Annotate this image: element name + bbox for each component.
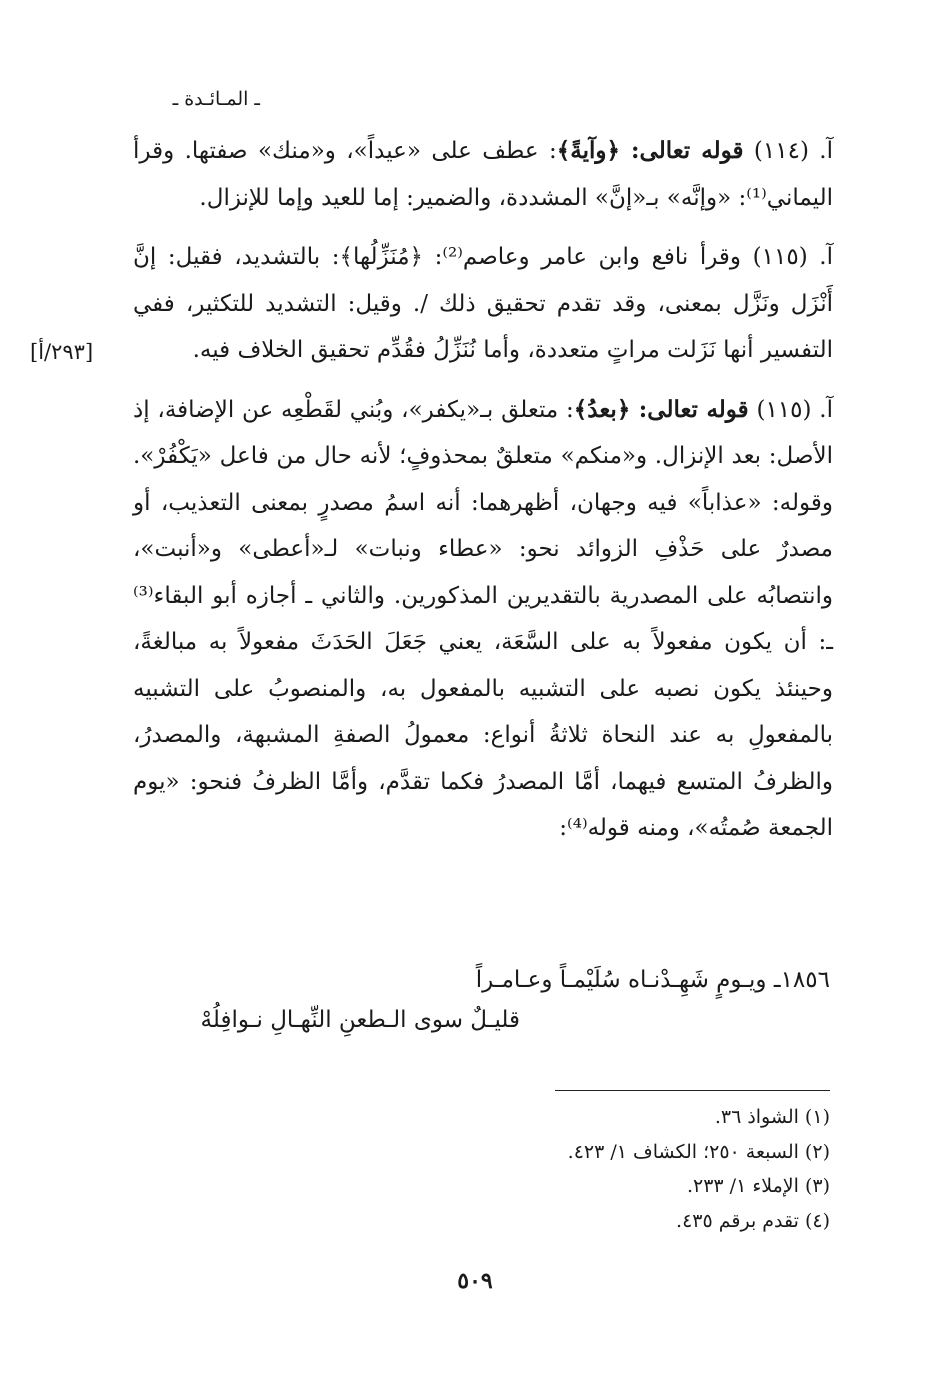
footnote-separator: [555, 1090, 830, 1091]
running-header: ـ المـائـدة ـ: [172, 88, 260, 110]
paragraph-115-bada: [133, 387, 833, 852]
page-number: ٥٠٩: [457, 1268, 493, 1294]
paragraph-115-reading: [133, 234, 833, 374]
paragraph-text: : متعلق بـ«يكفر»، وبُني لقَطْعِه عن الإضافة، إذ الأصل: بعد الإنزال. و«منكم» متعلقٌ بمحذوفٍ؛ لأنه حال من فاعل «يَكْفُرْ». وقوله: «عذاباً» فيه وجهان، أظهرهما: أنه اسمُ مصدرٍ بمعنى التعذيب، أو مصدرٌ على حَذْفِ الزوائد نحو: «عطاء ونبات» لـ«أعطى» و«أنبت»، وانتصابُه على المصدرية بالتقديرين المذكورين. والثاني ـ أجازه أبو البقاء⁽³⁾ ـ: أن يكون مفعولاً به على السَّعَة، يعني جَعَلَ الحَدَثَ مفعولاً به مبالغةً، وحينئذ يكون نصبه على التشبيه بالمفعول به، والمنصوبُ على التشبيه بالمفعولِ به عند النحاة ثلاثةُ أنواع: معمولُ الصفةِ المشبهة، والمصدرُ، والظرفُ المتسع فيهما، أمَّا المصدرُ فكما تقدَّم، وأمَّا الظرفُ فنحو: «يوم الجمعة صُمتُه»، ومنه قوله⁽⁴⁾:: [133, 396, 833, 841]
paragraph-text: : عطف على «عيداً»، و«منك» صفتها. وقرأ اليماني⁽¹⁾: «وإنَّه» بـ«إنَّ» المشددة، والضمير: إما للعيد وإما للإنزال.: [133, 138, 833, 211]
quoted-verse: قوله تعالى: ﴿وآيةً﴾: [556, 137, 744, 164]
verse-number: آ. (١١٥): [756, 396, 833, 423]
verse-second-hemistich: قليـلٌ سوى الـطعنِ النِّهـالِ نـوافِلُهْ: [200, 1007, 520, 1033]
footnote-1: (١) الشواذ ٣٦.: [714, 1106, 830, 1128]
verse-number: آ. (١١٤): [753, 138, 833, 164]
poetry-verse: [120, 960, 830, 1040]
main-text: [133, 128, 833, 852]
verse-number: آ. (١١٥): [752, 244, 833, 270]
paragraph-114: [133, 128, 833, 221]
footnote-3: (٣) الإملاء ١/ ٢٣٣.: [686, 1175, 830, 1197]
verse-first-hemistich: ١٨٥٦ـ ويـومٍ شَهِـدْنـاه سُلَيْمـاً وعـامـراً: [475, 967, 830, 993]
footnote-4: (٤) تقدم برقم ٤٣٥.: [676, 1209, 830, 1232]
footnotes: [400, 1100, 830, 1238]
manuscript-folio-reference: [٢٩٣/أ]: [30, 340, 94, 364]
footnote-2: (٢) السبعة ٢٥٠؛ الكشاف ١/ ٤٢٣.: [567, 1140, 830, 1163]
quoted-verse: قوله تعالى: ﴿بعدُ﴾: [573, 395, 749, 423]
paragraph-text: وقرأ نافع وابن عامر وعاصم⁽²⁾: ﴿مُنَزِّلُها﴾: بالتشديد، فقيل: إنَّ أَنْزَل ونَزَّل بمعنى، وقد تقدم تحقيق ذلك /. وقيل: التشديد للتكثير، ففي التفسير أنها نَزَلت مراتٍ متعددة، وأما نُنَزِّلُ فقُدِّم تحقيق الخلاف فيه.: [133, 244, 833, 363]
